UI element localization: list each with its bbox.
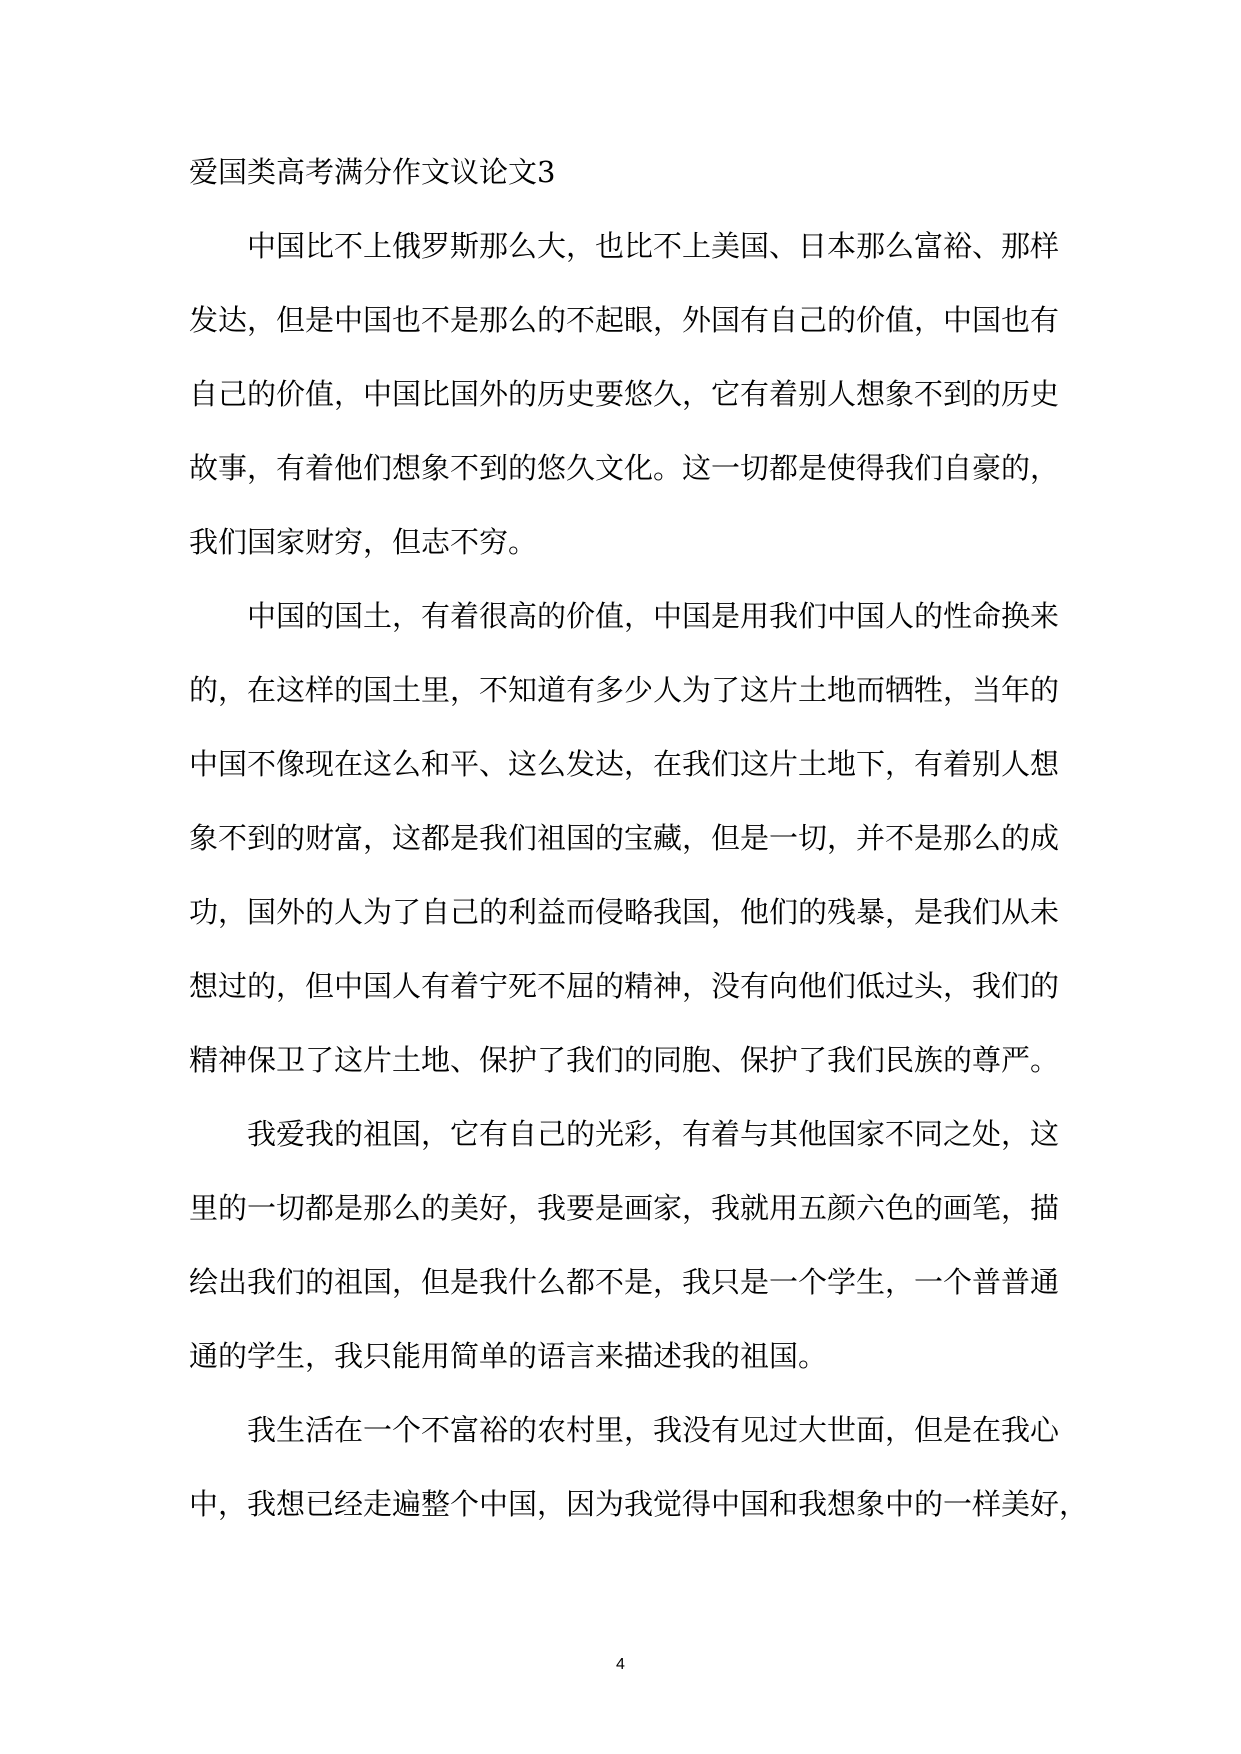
paragraph-line: 想过的，但中国人有着宁死不屈的精神，没有向他们低过头，我们的 — [189, 969, 1060, 1003]
paragraph-line: 中国比不上俄罗斯那么大，也比不上美国、日本那么富裕、那样 — [247, 229, 1060, 263]
paragraph-line: 发达，但是中国也不是那么的不起眼，外国有自己的价值，中国也有 — [189, 303, 1060, 337]
page-number: 4 — [616, 1656, 625, 1673]
paragraph-line: 我爱我的祖国，它有自己的光彩，有着与其他国家不同之处，这 — [247, 1117, 1060, 1151]
paragraph-line: 通的学生，我只能用简单的语言来描述我的祖国。 — [189, 1339, 828, 1373]
paragraph-line: 自己的价值，中国比国外的历史要悠久，它有着别人想象不到的历史 — [189, 377, 1060, 411]
paragraph-line: 的，在这样的国土里，不知道有多少人为了这片土地而牺牲，当年的 — [189, 673, 1060, 707]
paragraph-line: 中，我想已经走遍整个中国，因为我觉得中国和我想象中的一样美好， — [189, 1487, 1089, 1521]
paragraph-line: 里的一切都是那么的美好，我要是画家，我就用五颜六色的画笔，描 — [189, 1191, 1060, 1225]
paragraph-line: 我们国家财穷，但志不穷。 — [189, 525, 538, 559]
paragraph-line: 中国的国土，有着很高的价值，中国是用我们中国人的性命换来 — [247, 599, 1060, 633]
paragraph-line: 功，国外的人为了自己的利益而侵略我国，他们的残暴，是我们从未 — [189, 895, 1060, 929]
paragraph-line: 象不到的财富，这都是我们祖国的宝藏，但是一切，并不是那么的成 — [189, 821, 1060, 855]
paragraph-line: 绘出我们的祖国，但是我什么都不是，我只是一个学生，一个普普通 — [189, 1265, 1060, 1299]
document-title: 爱国类高考满分作文议论文3 — [189, 155, 556, 189]
paragraph-line: 精神保卫了这片土地、保护了我们的同胞、保护了我们民族的尊严。 — [189, 1043, 1060, 1077]
paragraph-line: 我生活在一个不富裕的农村里，我没有见过大世面，但是在我心 — [247, 1413, 1060, 1447]
paragraph-line: 故事，有着他们想象不到的悠久文化。这一切都是使得我们自豪的， — [189, 451, 1060, 485]
paragraph-line: 中国不像现在这么和平、这么发达，在我们这片土地下，有着别人想 — [189, 747, 1060, 781]
